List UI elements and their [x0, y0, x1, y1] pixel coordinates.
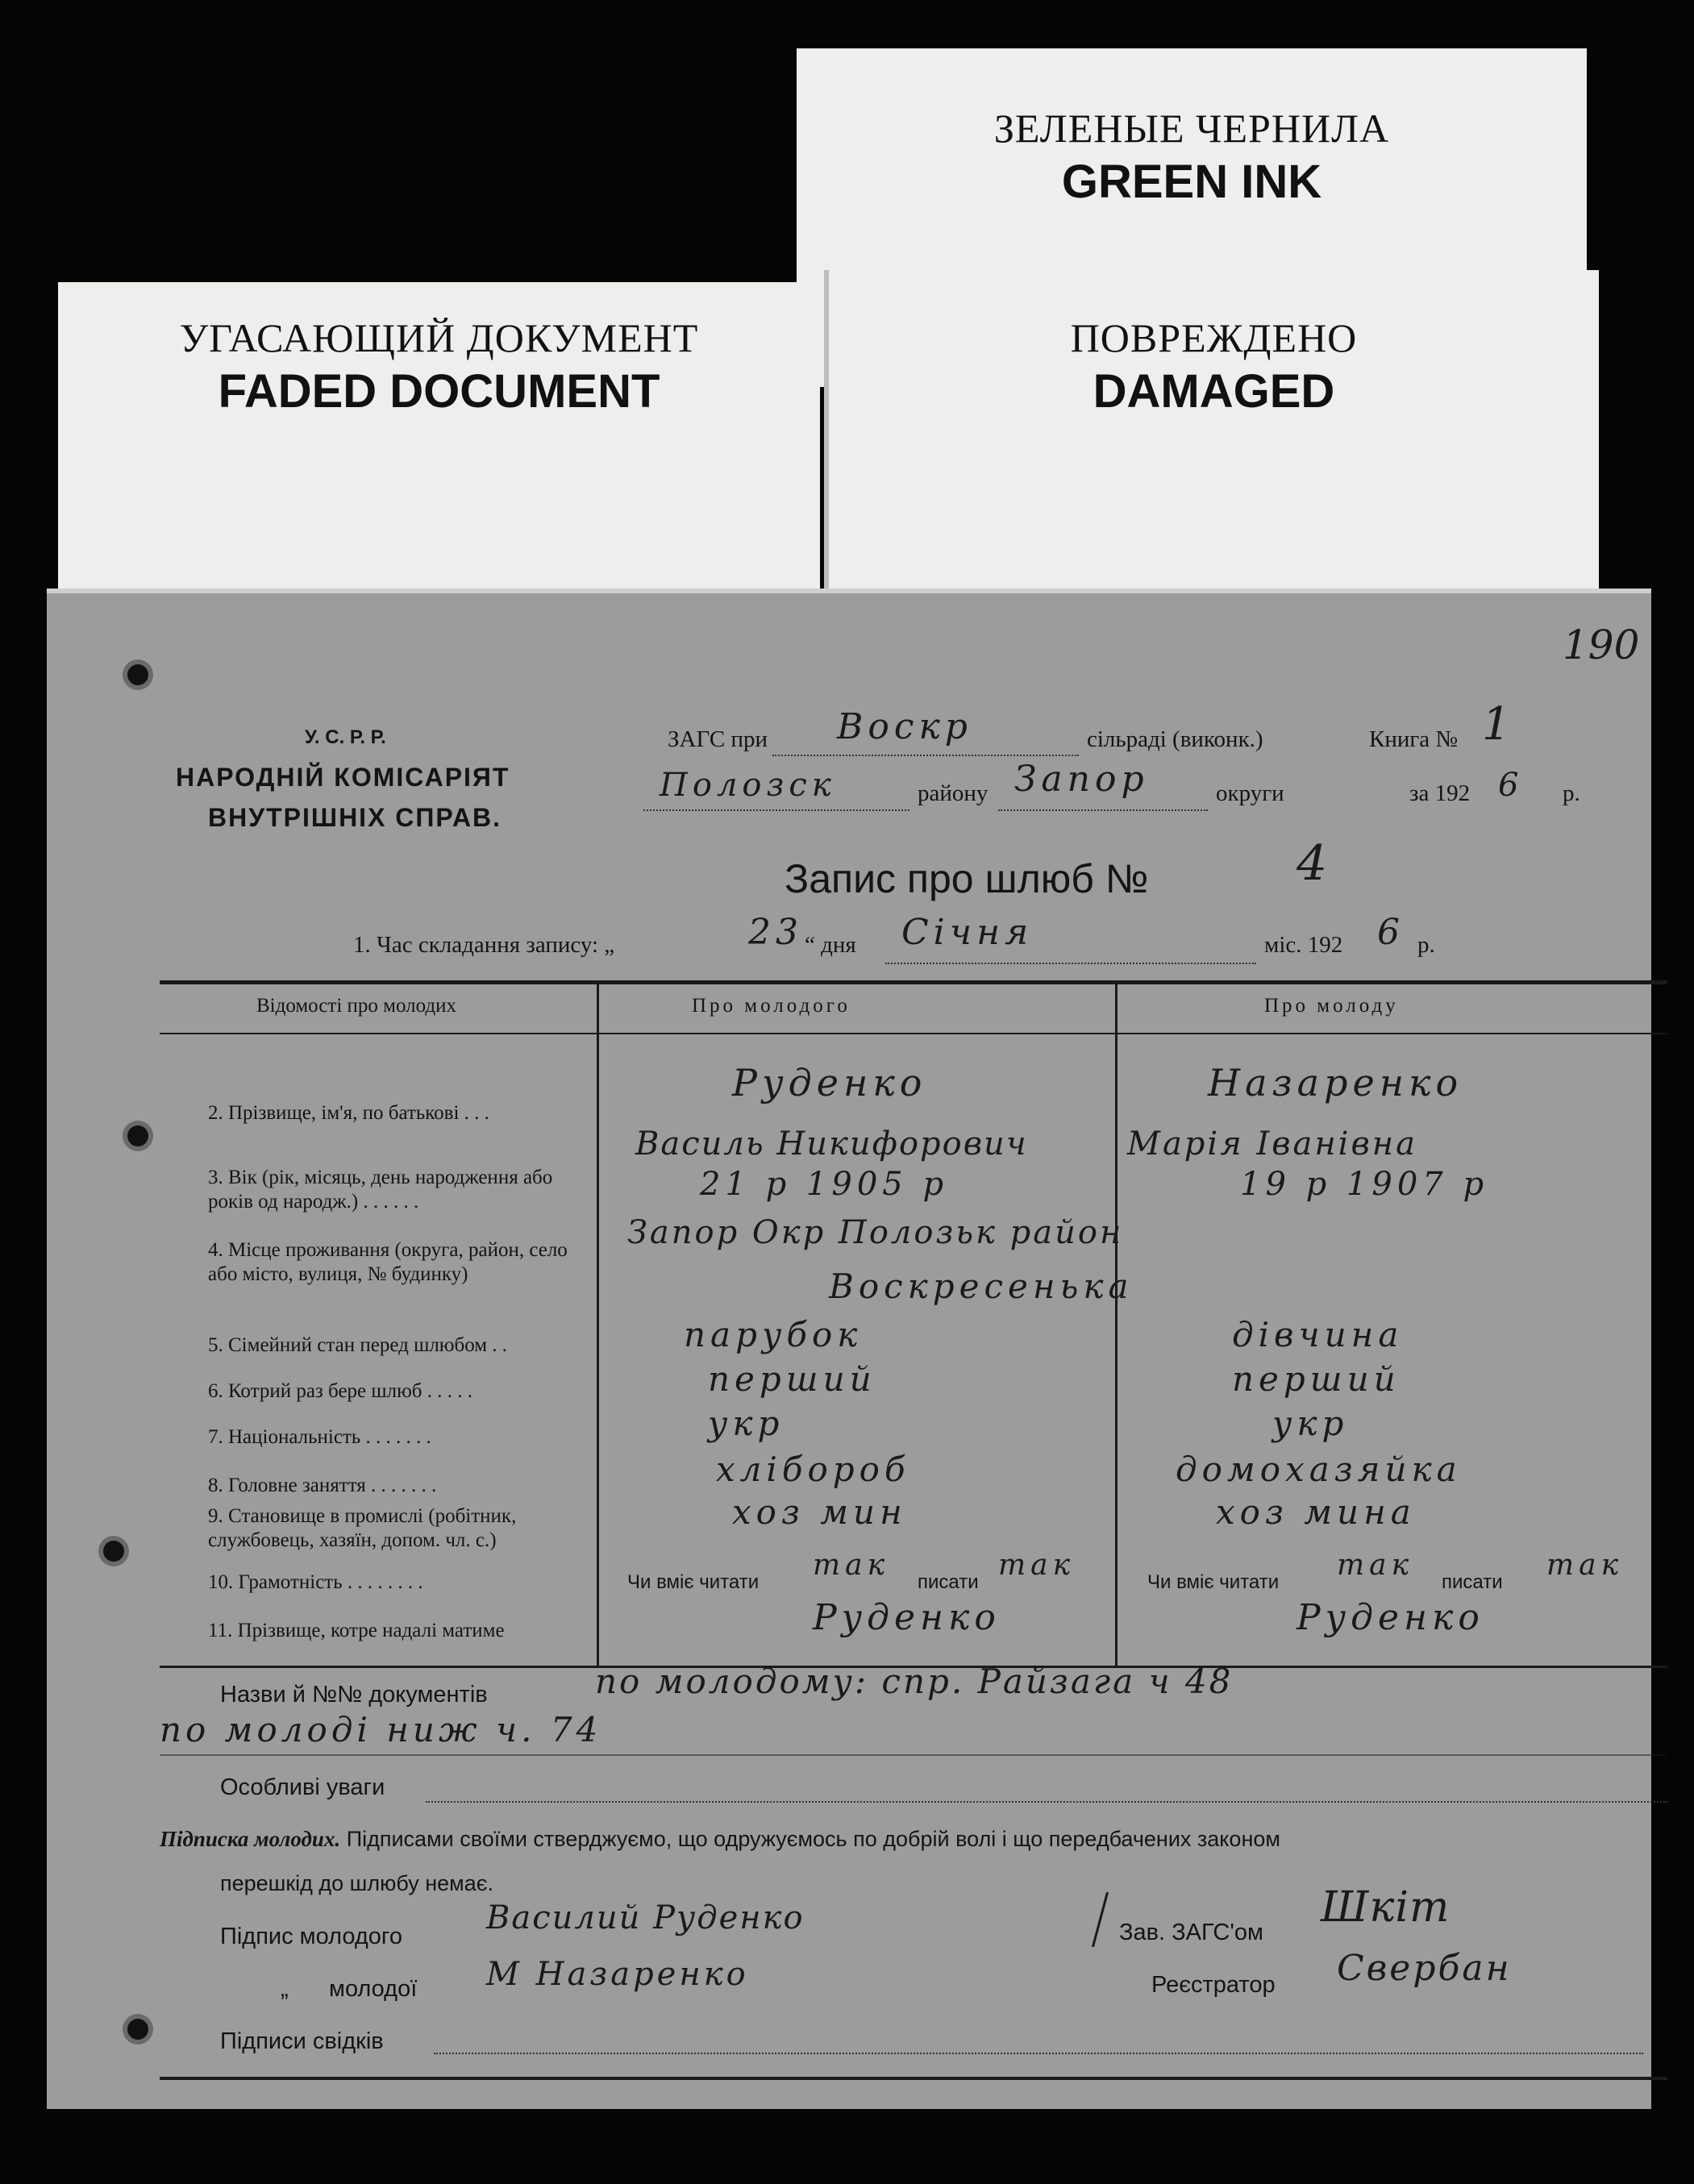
record-day: 23 — [748, 912, 803, 953]
bride-times: перший — [1232, 1359, 1401, 1399]
row-label-residence: 4. Місце проживання (округа, район, село або місто, вулиця, № будинку) — [208, 1239, 568, 1285]
groom-can-read: так — [813, 1549, 890, 1582]
council-label: сільраді (виконк.) — [1087, 726, 1263, 752]
green-ink-label-en: GREEN INK — [1061, 156, 1322, 208]
consent-title: Підписка молодих. — [160, 1827, 341, 1851]
okrug-label: округи — [1216, 780, 1284, 806]
residence-line1: Запор Окр Полозьк район — [627, 1214, 1124, 1251]
bride-occupation: домохазяйка — [1176, 1450, 1462, 1489]
registrar-signature: Свербан — [1337, 1948, 1512, 1989]
record-year-suffix: р. — [1417, 932, 1435, 958]
department-label: ВНУТРІШНІХ СПРАВ. — [208, 803, 502, 832]
row-label-literacy: 10. Грамотність . . . . . . . . — [208, 1571, 423, 1593]
groom-signature: Василий Руденко — [486, 1899, 805, 1936]
bride-can-read: так — [1337, 1549, 1414, 1582]
damaged-label-card — [824, 270, 1599, 625]
groom-write-label: писати — [918, 1571, 979, 1593]
bride-signature: М Назаренко — [486, 1956, 749, 1993]
groom-given-names: Василь Никифорович — [635, 1125, 1028, 1163]
documents-line1: по молодому: спр. Райзага ч 48 — [595, 1662, 1234, 1701]
year-suffix: р. — [1563, 780, 1580, 806]
bride-write-label: писати — [1442, 1571, 1503, 1593]
bride-new-surname: Руденко — [1297, 1597, 1484, 1638]
village-name: Воскр — [837, 706, 972, 747]
groom-new-surname: Руденко — [813, 1597, 1001, 1638]
row-label-nationality: 7. Національність . . . . . . . — [208, 1426, 431, 1448]
consent-text: Підписами своїми стверджуємо, що одружуємось по добрій волі і що передбачених законом — [346, 1827, 1280, 1851]
row-label-position: 9. Становище в промислі (робітник, службовець, хазяїн, допом. чл. с.) — [208, 1505, 517, 1551]
consent-statement — [160, 1827, 1280, 1852]
row-label-times: 6. Котрий раз бере шлюб . . . . . — [208, 1380, 473, 1402]
punch-hole — [103, 1541, 124, 1562]
bride-marital: дівчина — [1232, 1315, 1404, 1354]
record-title: Запис про шлюб № — [785, 856, 1149, 901]
year-label: за 192 — [1409, 780, 1471, 806]
district-label: району — [918, 780, 989, 806]
bride-given-names: Марія Іванівна — [1127, 1125, 1417, 1163]
consent-text-2: перешкід до шлюбу немає. — [220, 1871, 493, 1895]
commissariat-label: НАРОДНІЙ КОМІСАРІЯТ — [176, 763, 510, 792]
bride-surname: Назаренко — [1208, 1061, 1463, 1104]
bride-read-label: Чи вміє читати — [1147, 1571, 1280, 1593]
bride-signature-label: молодої — [329, 1976, 418, 2002]
registrar-label: Реєстратор — [1151, 1972, 1276, 1998]
month-label: міс. 192 — [1264, 932, 1343, 958]
bride-signature-prefix: „ — [281, 1976, 289, 2002]
day-label: “ дня — [805, 932, 856, 958]
book-number: 1 — [1482, 698, 1516, 751]
documents-line2: по молоді ниж ч. 74 — [160, 1710, 602, 1749]
green-ink-label-ru: ЗЕЛЕНЫЕ ЧЕРНИЛА — [993, 106, 1390, 151]
witnesses-label: Підписи свідків — [220, 2028, 384, 2054]
row-label-marital: 5. Сімейний стан перед шлюбом . . — [208, 1334, 508, 1356]
punch-hole — [127, 664, 148, 685]
documents-label: Назви й №№ документів — [220, 1682, 488, 1708]
groom-position: хоз мин — [732, 1492, 907, 1532]
groom-signature-label: Підпис молодого — [220, 1924, 402, 1949]
head-signature: Шкіт — [1321, 1883, 1451, 1932]
bride-age: 19 р 1907 р — [1240, 1166, 1489, 1203]
row-label-age: 3. Вік (рік, місяць, день народження або років од народж.) . . . . . . — [208, 1167, 553, 1213]
book-label: Книга № — [1369, 726, 1459, 752]
zags-prefix: ЗАГС при — [668, 726, 768, 752]
col-header-info: Відомості про молодих — [256, 995, 456, 1017]
bride-nationality: укр — [1272, 1404, 1349, 1443]
record-year-digit: 6 — [1377, 912, 1405, 953]
groom-read-label: Чи вміє читати — [627, 1571, 760, 1593]
remarks-label: Особливі уваги — [220, 1774, 385, 1800]
republic-label: У. С. Р. Р. — [305, 726, 386, 748]
district-name: Полозск — [660, 767, 836, 804]
groom-times: перший — [708, 1359, 876, 1399]
faded-label-en: FADED DOCUMENT — [218, 365, 660, 418]
head-label: Зав. ЗАГС'ом — [1119, 1920, 1263, 1945]
damaged-label-ru: ПОВРЕЖДЕНО — [1070, 315, 1358, 360]
col-header-groom: Про молодого — [692, 995, 851, 1017]
groom-occupation: хлібороб — [716, 1450, 910, 1489]
time-label: 1. Час складання запису: „ — [353, 932, 615, 958]
groom-age: 21 р 1905 р — [700, 1166, 949, 1203]
bride-can-write: так — [1546, 1549, 1624, 1582]
groom-surname: Руденко — [732, 1061, 927, 1104]
marriage-record-form — [47, 589, 1651, 2109]
bride-position: хоз мина — [1216, 1492, 1416, 1532]
record-month: Січня — [901, 912, 1034, 953]
row-label-new-surname: 11. Прізвище, котре надалі матиме — [208, 1620, 505, 1641]
groom-marital: парубок — [684, 1315, 863, 1354]
damaged-label-en: DAMAGED — [1093, 365, 1335, 418]
faded-label-ru: УГАСАЮЩИЙ ДОКУМЕНТ — [179, 315, 699, 360]
col-header-bride: Про молоду — [1264, 995, 1399, 1017]
groom-can-write: так — [998, 1549, 1076, 1582]
row-label-occupation: 8. Головне заняття . . . . . . . — [208, 1475, 437, 1496]
residence-line2: Воскресенька — [829, 1267, 1134, 1306]
punch-hole — [127, 2019, 148, 2040]
groom-nationality: укр — [708, 1404, 785, 1443]
okrug-name: Запор — [1014, 759, 1149, 800]
row-label-name: 2. Прізвище, ім'я, по батькові . . . — [208, 1102, 489, 1124]
year-digit: 6 — [1498, 767, 1524, 804]
page-number: 190 — [1563, 622, 1640, 668]
punch-hole — [127, 1125, 148, 1146]
record-number: 4 — [1297, 835, 1333, 892]
